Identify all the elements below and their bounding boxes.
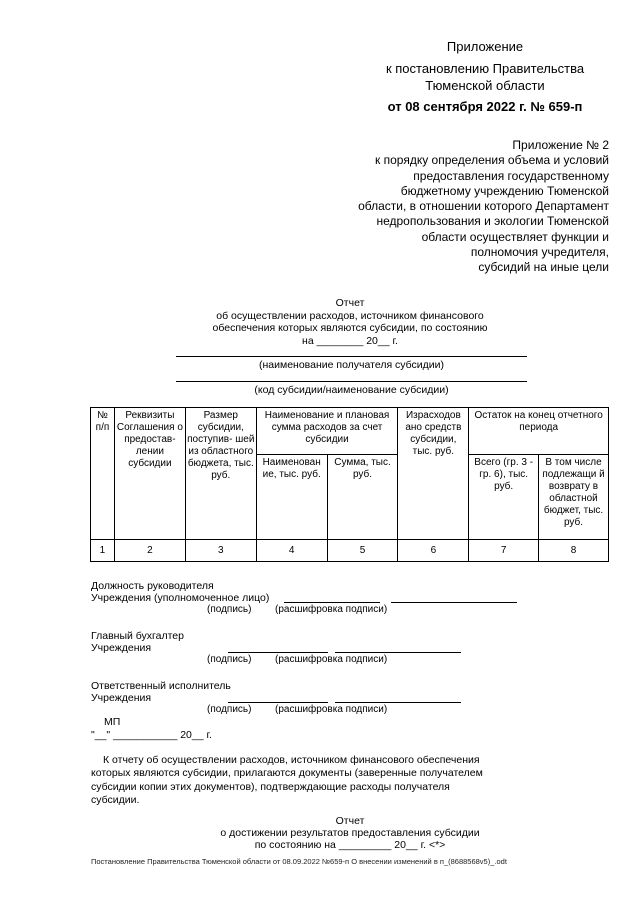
stamp-place-label: МП xyxy=(104,716,121,728)
annex-line: субсидий на иные цели xyxy=(478,260,609,275)
col-number: 6 xyxy=(398,540,469,562)
col-number: 5 xyxy=(327,540,398,562)
document-footer: Постановление Правительства Тюменской области от 08.09.2022 №659-п О внесении изменений в п_(8688568v5)_.odt xyxy=(91,857,507,866)
accountant-position-label: Главный бухгалтер xyxy=(91,630,184,642)
annex-line: недропользования и экологии Тюменской xyxy=(376,214,609,229)
col-number: 2 xyxy=(114,540,185,562)
accountant-institution-label: Учреждения xyxy=(91,642,152,654)
recipient-caption: (наименование получателя субсидии) xyxy=(258,359,445,371)
appendix-decree-date: от 08 сентября 2022 г. № 659-п xyxy=(387,99,583,114)
col-header-expense-name: Наименован ие, тыс. руб. xyxy=(256,455,327,540)
head-signature-line xyxy=(284,602,380,603)
col-number: 1 xyxy=(91,540,115,562)
note-line: К отчету об осуществлении расходов, источником финансового обеспечения xyxy=(103,754,480,766)
report2-title: Отчет xyxy=(335,815,365,827)
head-institution-label: Учреждения (уполномоченное лицо) xyxy=(91,592,270,604)
col-header-expense-sum: Сумма, тыс. руб. xyxy=(327,455,398,540)
head-signature-caption: (подпись) xyxy=(207,604,252,615)
annex-block xyxy=(358,138,609,276)
executor-signature-line xyxy=(228,702,328,703)
annex-line: бюджетному учреждению Тюменской xyxy=(400,183,609,198)
annex-line: предоставления государственному xyxy=(413,168,609,183)
accountant-decode-caption: (расшифровка подписи) xyxy=(275,654,388,665)
annex-line: Приложение № 2 xyxy=(512,138,609,152)
executor-decode-line xyxy=(335,702,461,703)
annex-line: полномочия учредителя, xyxy=(470,245,609,260)
subsidy-code-underline xyxy=(176,381,527,382)
note-line: которых являются субсидии, прилагаются документы (заверенные получателем xyxy=(91,767,483,780)
appendix-title: Приложение xyxy=(446,39,524,54)
col-header-agreement: Реквизиты Соглашения о предостав- лении субсидии xyxy=(114,408,185,540)
col-number: 3 xyxy=(185,540,256,562)
col-header-planned-expenses: Наименование и плановая сумма расходов за счет субсидии xyxy=(256,408,398,455)
report2-as-of-date: по состоянию на _________ 20__ г. <*> xyxy=(254,839,446,851)
executor-position-label: Ответственный исполнитель xyxy=(91,680,231,692)
col-number: 8 xyxy=(539,540,609,562)
annex-line: к порядку определения объема и условий xyxy=(375,153,609,168)
report-subtitle-1: об осуществлении расходов, источником финансового xyxy=(216,310,484,322)
col-header-balance-total: Всего (гр. 3 - гр. 6), тыс. руб. xyxy=(469,455,539,540)
col-header-balance-refund: В том числе подлежащи й возврату в областной бюджет, тыс. руб. xyxy=(539,455,609,540)
executor-institution-label: Учреждения xyxy=(91,692,152,704)
accountant-signature-line xyxy=(228,652,328,653)
note-line: субсидии копии этих документов), подтверждающие расходы получателя xyxy=(91,780,450,793)
accountant-decode-line xyxy=(335,652,461,653)
col-header-subsidy-size: Размер субсидии, поступив- шей из областного бюджета, тыс. руб. xyxy=(185,408,256,540)
note-line: субсидии. xyxy=(91,794,140,807)
attachments-note xyxy=(91,754,531,808)
report-as-of-date: на ________ 20__ г. xyxy=(302,335,398,347)
annex-line: области осуществляет функции и xyxy=(421,229,609,244)
report2-subtitle: о достижении результатов предоставления субсидии xyxy=(220,827,480,839)
recipient-underline xyxy=(176,356,527,357)
head-decode-caption: (расшифровка подписи) xyxy=(275,604,388,615)
col-header-balance: Остаток на конец отчетного периода xyxy=(469,408,609,455)
executor-decode-caption: (расшифровка подписи) xyxy=(275,704,388,715)
col-number: 7 xyxy=(469,540,539,562)
head-position-label: Должность руководителя xyxy=(91,580,214,592)
annex-line: области, в отношении которого Департамент xyxy=(358,199,609,214)
signature-date: "__" ___________ 20__ г. xyxy=(91,729,212,741)
subsidy-code-caption: (код субсидии/наименование субсидии) xyxy=(254,384,449,396)
head-decode-line xyxy=(391,602,517,603)
accountant-signature-caption: (подпись) xyxy=(207,654,252,665)
report-table xyxy=(90,407,609,562)
report-title: Отчет xyxy=(335,297,365,309)
col-number: 4 xyxy=(256,540,327,562)
col-header-no: № п/п xyxy=(91,408,115,540)
col-header-spent: Израсходов ано средств субсидии, тыс. руб. xyxy=(398,408,469,540)
executor-signature-caption: (подпись) xyxy=(207,704,252,715)
report-subtitle-2: обеспечения которых являются субсидии, по состоянию xyxy=(212,322,488,334)
appendix-line-1: к постановлению Правительства xyxy=(385,61,585,76)
appendix-line-2: Тюменской области xyxy=(425,78,545,93)
